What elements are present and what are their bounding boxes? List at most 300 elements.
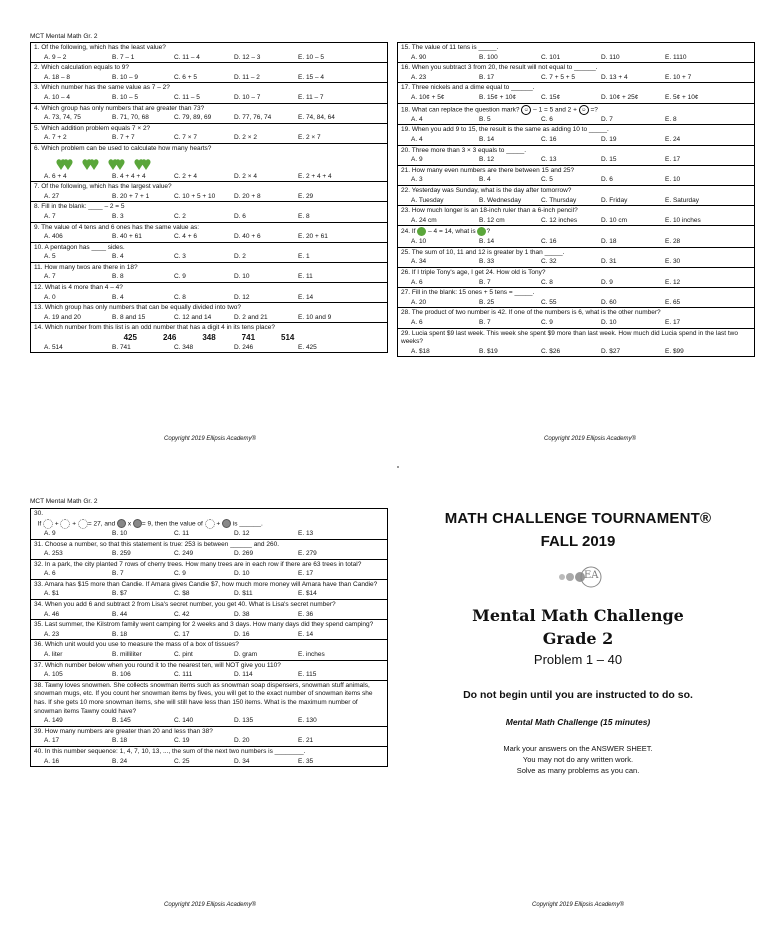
answer-option: C. pint xyxy=(174,651,193,659)
instruction-line: Solve as many problems as you can. xyxy=(516,766,640,775)
answer-options xyxy=(401,319,751,328)
answer-option: A. $18 xyxy=(411,347,430,355)
copyright-footer: Copyright 2019 Ellipsis Academy® xyxy=(164,436,256,442)
number-list-item: 425 xyxy=(123,333,137,343)
question-row xyxy=(31,143,388,181)
question-text: 7. Of the following, which has the largest value? xyxy=(34,183,172,191)
answer-option: A. 514 xyxy=(44,343,63,351)
question-row xyxy=(398,247,755,267)
answer-option: B. 100 xyxy=(479,53,498,61)
question-text: 18. What can replace the question mark? ☺ – 1 = 5 and 2 + ☺ =? xyxy=(401,106,598,114)
answer-option: E. 14 xyxy=(298,630,314,638)
answer-options xyxy=(34,717,384,726)
number-list-item: 348 xyxy=(202,333,216,343)
ellipsis-academy-logo xyxy=(548,562,608,592)
question-text: 5. Which addition problem equals 7 × 2? xyxy=(34,124,151,132)
question-row xyxy=(398,145,755,165)
answer-options xyxy=(401,54,751,63)
number-list-item: 741 xyxy=(241,333,256,343)
answer-option: E. 36 xyxy=(298,610,314,618)
instruction-line: You may not do any written work. xyxy=(522,755,634,764)
answer-option: E. 24 xyxy=(665,136,681,144)
answer-option: E. 115 xyxy=(298,671,317,679)
answer-options xyxy=(401,176,751,185)
question-row xyxy=(31,660,388,680)
answer-option: D. 20 + 8 xyxy=(234,192,261,200)
answer-option: D. 19 xyxy=(601,136,617,144)
answer-option: E. 10 xyxy=(665,176,681,184)
answer-options xyxy=(34,344,384,353)
flower-icon xyxy=(43,519,53,529)
answer-options xyxy=(401,74,751,83)
answer-option: D. 60 xyxy=(601,298,617,306)
answer-options xyxy=(401,197,751,206)
answer-options xyxy=(34,570,384,579)
answer-options xyxy=(401,279,751,288)
answer-option: C. 79, 89, 69 xyxy=(174,114,212,122)
answer-option: B. 15¢ + 10¢ xyxy=(479,93,517,101)
question-text: 2. Which calculation equals to 9? xyxy=(34,64,130,72)
question-text: 30. If + + = 27, and x = 9, then the value of + is ______. xyxy=(34,510,263,528)
answer-option: E. 21 xyxy=(298,737,314,745)
answer-option: A. 6 xyxy=(44,570,56,578)
answer-options xyxy=(34,54,384,63)
answer-option: D. 2 xyxy=(234,253,246,261)
answer-option: D. 31 xyxy=(601,258,617,266)
answer-option: D. 16 xyxy=(234,630,250,638)
page-header: MCT Mental Math Gr. 2 xyxy=(30,498,98,505)
answer-option: E. Saturday xyxy=(665,196,699,204)
question-text: 8. Fill in the blank: ____ – 2 = 5 xyxy=(34,203,125,211)
answer-option: A. 10 xyxy=(411,238,427,246)
answer-option: D. 10¢ + 25¢ xyxy=(601,93,639,101)
answer-option: C. 42 xyxy=(174,610,190,618)
answer-option: C. 12 inches xyxy=(541,216,578,224)
answer-option: D. 10 xyxy=(601,318,617,326)
answer-option: C. 16 xyxy=(541,136,557,144)
answer-option: B. 40 + 61 xyxy=(112,233,142,241)
answer-option: E. 14 xyxy=(298,293,314,301)
answer-options xyxy=(34,651,384,660)
question-text: 3. Which number has the same value as 7 – 2? xyxy=(34,84,170,92)
logo-text: EA xyxy=(584,570,599,581)
answer-options xyxy=(401,258,751,267)
answer-option: B. milliliter xyxy=(112,651,142,659)
answer-option: A. $1 xyxy=(44,590,60,598)
answer-option: D. 18 xyxy=(601,238,617,246)
question-text: 32. In a park, the city planted 7 rows of cherry trees. How many trees are in each row if there are 63 trees in total? xyxy=(34,560,362,568)
answer-option: C. 7 + 5 + 5 xyxy=(541,73,575,81)
answer-option: B. 10 xyxy=(112,529,128,537)
answer-option: D. 40 + 6 xyxy=(234,233,261,241)
answer-options xyxy=(34,213,384,222)
answer-option: A. 16 xyxy=(44,757,60,765)
answer-options xyxy=(34,193,384,202)
answer-option: B. 4 xyxy=(112,253,124,261)
question-row xyxy=(31,123,388,143)
answer-option: A. 105 xyxy=(44,671,63,679)
answer-option: A. 34 xyxy=(411,258,427,266)
answer-option: D. gram xyxy=(234,651,258,659)
answer-option: C. $8 xyxy=(174,590,190,598)
question-text: 36. Which unit would you use to measure the mass of a box of tissues? xyxy=(34,641,239,649)
answer-option: E. 8 xyxy=(298,212,310,220)
answer-option: B. 25 xyxy=(479,298,495,306)
problem-range: Problem 1 – 40 xyxy=(533,652,623,667)
answer-option: C. 9 xyxy=(174,273,186,281)
answer-option: A. 73, 74, 75 xyxy=(44,114,81,122)
answer-option: B. 12 cm xyxy=(479,216,505,224)
answer-option: C. 6 xyxy=(541,115,553,123)
question-row xyxy=(31,579,388,599)
answer-option: C. Thursday xyxy=(541,196,577,204)
answer-option: D. 12 xyxy=(234,293,250,301)
answer-option: A. 6 xyxy=(411,318,423,326)
question-text: 29. Lucia spent $9 last week. This week she spent $9 more than last week. How much did Lucia spend in the last two weeks? xyxy=(401,329,738,346)
answer-option: B. 7 xyxy=(479,318,491,326)
answer-option: C. 5 xyxy=(541,176,553,184)
question-text: 10. A pentagon has ____ sides. xyxy=(34,243,125,251)
cover-page xyxy=(408,510,748,776)
answer-option: D. 2 × 2 xyxy=(234,134,257,142)
answer-options xyxy=(401,299,751,308)
answer-option: B. 10 – 5 xyxy=(112,93,139,101)
question-row xyxy=(31,680,388,726)
answer-option: A. 46 xyxy=(44,610,60,618)
answer-options xyxy=(401,94,751,103)
answer-option: E. 12 xyxy=(665,278,681,286)
answer-option: D. 10 – 7 xyxy=(234,93,261,101)
answer-option: C. 6 + 5 xyxy=(174,73,197,81)
question-text: 17. Three nickels and a dime equal to ______. xyxy=(401,84,535,92)
answer-option: A. 10¢ + 5¢ xyxy=(411,93,445,101)
season-title: FALL 2019 xyxy=(540,533,616,550)
answer-option: E. 11 xyxy=(298,273,313,281)
answer-option: A. 406 xyxy=(44,233,63,241)
answer-option: B. Wednesday xyxy=(479,196,522,204)
flower-icon xyxy=(78,519,88,529)
answer-options xyxy=(34,74,384,83)
answer-option: A. 17 xyxy=(44,737,60,745)
answer-option: D. 6 xyxy=(601,176,613,184)
answer-option: A. 6 + 4 xyxy=(44,172,67,180)
instruction-line: Mark your answers on the ANSWER SHEET. xyxy=(503,744,653,753)
answer-option: A. 149 xyxy=(44,717,63,725)
question-text: 21. How many even numbers are there between 15 and 25? xyxy=(401,166,575,174)
question-row xyxy=(31,83,388,103)
answer-option: C. 13 xyxy=(541,156,557,164)
answer-options xyxy=(401,217,751,226)
answer-option: B. 259 xyxy=(112,550,131,558)
answer-option: C. 19 xyxy=(174,737,190,745)
answer-option: C. 2 + 4 xyxy=(174,172,197,180)
answer-option: D. 2 × 4 xyxy=(234,172,257,180)
answer-option: E. 130 xyxy=(298,717,317,725)
answer-option: C. 140 xyxy=(174,717,194,725)
answer-option: C. 16 xyxy=(541,238,557,246)
answer-option: A. 5 xyxy=(44,253,56,261)
answer-options xyxy=(34,550,384,559)
answer-option: E. 29 xyxy=(298,192,314,200)
answer-option: D. 269 xyxy=(234,550,254,558)
question-row xyxy=(31,539,388,559)
answer-option: E. 30 xyxy=(665,258,681,266)
answer-option: D. 7 xyxy=(601,115,613,123)
answer-option: E. 20 + 61 xyxy=(298,233,328,241)
question-text: 12. What is 4 more than 4 – 4? xyxy=(34,284,123,292)
green-shape-icon xyxy=(417,227,426,236)
answer-option: D. $11 xyxy=(234,590,253,598)
question-row xyxy=(31,726,388,746)
answer-options xyxy=(34,314,384,323)
answer-option: C. $26 xyxy=(541,347,561,355)
question-text: 22. Yesterday was Sunday, what is the day after tomorrow? xyxy=(401,187,572,195)
answer-option: A. 19 and 20 xyxy=(44,313,81,321)
question-text: 15. The value of 11 tens is _____. xyxy=(401,44,499,51)
answer-options xyxy=(401,136,751,145)
answer-option: E. 13 xyxy=(298,529,314,537)
answer-option: C. 11 xyxy=(174,529,190,537)
answer-option: E. 10 and 9 xyxy=(298,313,332,321)
answer-option: A. 20 xyxy=(411,298,427,306)
answer-option: B. 20 + 7 + 1 xyxy=(112,192,150,200)
answer-option: A. Tuesday xyxy=(411,196,444,204)
answer-option: E. 17 xyxy=(298,570,314,578)
answer-option: C. 7 × 7 xyxy=(174,134,197,142)
question-row xyxy=(398,165,755,185)
double-heart-icon xyxy=(82,157,100,171)
question-row xyxy=(398,226,755,247)
answer-option: A. 9 – 2 xyxy=(44,53,67,61)
question-text: 20. Three more than 3 × 3 equals to _____. xyxy=(401,146,527,154)
answer-option: A. 24 cm xyxy=(411,216,437,224)
answer-option: E. $14 xyxy=(298,590,317,598)
answer-options xyxy=(34,233,384,242)
answer-option: A. 6 xyxy=(411,278,423,286)
question-row xyxy=(398,83,755,103)
answer-option: D. 2 and 21 xyxy=(234,313,268,321)
answer-option: C. 2 xyxy=(174,212,186,220)
answer-option: C. 55 xyxy=(541,298,557,306)
answer-option: B. 7 + 7 xyxy=(112,134,135,142)
answer-option: B. 12 xyxy=(479,156,495,164)
answer-options xyxy=(34,611,384,620)
hearts-picture xyxy=(34,157,384,171)
smiley-face-icon: ☺ xyxy=(579,105,589,115)
answer-option: A. liter xyxy=(44,651,63,659)
answer-option: A. 90 xyxy=(411,53,427,61)
separator-mark xyxy=(397,466,399,468)
question-text: 39. How many numbers are greater than 20 and less than 38? xyxy=(34,727,213,735)
answer-option: A. 23 xyxy=(44,630,60,638)
answer-option: D. 10 cm xyxy=(601,216,628,224)
question-text: 19. When you add 9 to 15, the result is the same as adding 10 to _____. xyxy=(401,126,609,134)
question-row xyxy=(398,63,755,83)
tournament-title: MATH CHALLENGE TOURNAMENT® xyxy=(444,510,712,527)
answer-option: A. 7 xyxy=(44,273,56,281)
answer-option: C. 12 and 14 xyxy=(174,313,212,321)
answer-option: C. 8 xyxy=(541,278,553,286)
question-table-30-40 xyxy=(30,508,388,767)
answer-options xyxy=(34,114,384,123)
answer-options xyxy=(34,294,384,303)
answer-option: C. 9 xyxy=(541,318,553,326)
answer-option: A. 0 xyxy=(44,293,56,301)
answer-option: B. 106 xyxy=(112,671,131,679)
flower-icon xyxy=(60,519,70,529)
answer-options xyxy=(401,348,751,357)
question-text: 9. The value of 4 tens and 6 ones has the same value as: xyxy=(34,223,200,231)
question-row xyxy=(398,125,755,145)
double-heart-icon xyxy=(134,157,152,171)
answer-option: D. 11 – 2 xyxy=(234,73,260,81)
answer-option: D. 9 xyxy=(601,278,613,286)
question-text: 13. Which group has only numbers that can be equally divided into two? xyxy=(34,304,242,312)
answer-option: E. 74, 84, 64 xyxy=(298,114,335,122)
answer-option: D. $27 xyxy=(601,347,621,355)
flower-icon xyxy=(205,519,215,529)
answer-option: B. 7 – 1 xyxy=(112,53,135,61)
answer-option: E. 10 – 5 xyxy=(298,53,325,61)
double-heart-icon xyxy=(56,157,74,171)
answer-option: B. 4 xyxy=(112,293,124,301)
answer-option: D. 114 xyxy=(234,671,253,679)
question-row xyxy=(31,640,388,660)
answer-option: B. 44 xyxy=(112,610,128,618)
answer-option: B. 7 xyxy=(112,570,124,578)
question-text: 28. The product of two number is 42. If one of the numbers is 6, what is the other number? xyxy=(401,309,661,317)
question-row xyxy=(398,268,755,288)
answer-option: B. 71, 70, 68 xyxy=(112,114,149,122)
answer-option: C. 3 xyxy=(174,253,186,261)
question-text: 31. Choose a number, so that this statement is true: 253 is between ______ and 260. xyxy=(34,540,279,548)
answer-option: B. 17 xyxy=(479,73,495,81)
answer-option: B. 145 xyxy=(112,717,131,725)
page-header: MCT Mental Math Gr. 2 xyxy=(30,33,98,40)
question-text: 34. When you add 6 and subtract 2 from Lisa's secret number, you get 40. What is Lisa's secret number? xyxy=(34,601,336,609)
answer-option: A. 18 – 8 xyxy=(44,73,71,81)
answer-option: B. 14 xyxy=(479,238,495,246)
answer-option: E. 10 + 7 xyxy=(665,73,692,81)
answer-options xyxy=(34,671,384,680)
answer-option: C. 11 – 4 xyxy=(174,53,200,61)
answer-option: D. 15 xyxy=(601,156,617,164)
answer-option: B. 4 xyxy=(479,176,491,184)
answer-option: D. 135 xyxy=(234,717,254,725)
question-row xyxy=(31,323,388,353)
answer-option: C. 10 + 5 + 10 xyxy=(174,192,216,200)
double-heart-icon xyxy=(108,157,126,171)
question-row xyxy=(31,262,388,282)
answer-option: B. 8 and 15 xyxy=(112,313,146,321)
question-row xyxy=(398,103,755,125)
answer-option: C. 101 xyxy=(541,53,561,61)
answer-option: C. 111 xyxy=(174,671,193,679)
answer-option: C. 15¢ xyxy=(541,93,561,101)
number-list xyxy=(34,334,384,343)
question-text: 24. If – 4 = 14, what is ? xyxy=(401,228,491,236)
answer-option: A. 4 xyxy=(411,115,423,123)
question-text: 6. Which problem can be used to calculate how many hearts? xyxy=(34,144,212,152)
answer-options xyxy=(401,116,751,125)
answer-option: B. 741 xyxy=(112,343,131,351)
question-row xyxy=(398,328,755,357)
answer-option: B. 14 xyxy=(479,136,495,144)
answer-option: D. 10 xyxy=(234,570,250,578)
answer-option: C. 348 xyxy=(174,343,194,351)
answer-option: D. 246 xyxy=(234,343,254,351)
answer-options xyxy=(34,173,384,182)
question-row xyxy=(31,63,388,83)
answer-option: B. 7 xyxy=(479,278,491,286)
answer-option: E. $99 xyxy=(665,347,684,355)
question-row xyxy=(398,186,755,206)
answer-option: A. 7 + 2 xyxy=(44,134,67,142)
question-row xyxy=(398,43,755,63)
question-row xyxy=(31,43,388,63)
answer-options xyxy=(34,631,384,640)
timing-note: Mental Math Challenge (15 minutes) xyxy=(505,717,651,727)
answer-options xyxy=(34,590,384,599)
answer-options xyxy=(34,737,384,746)
answer-option: C. 249 xyxy=(174,550,194,558)
grade-title: Grade 2 xyxy=(542,629,614,648)
answer-option: C. 8 xyxy=(174,293,186,301)
answer-option: D. 34 xyxy=(234,757,250,765)
question-text: 1. Of the following, which has the least value? xyxy=(34,44,166,51)
answer-option: D. 12 xyxy=(234,529,250,537)
answer-option: E. 425 xyxy=(298,343,317,351)
question-row xyxy=(398,206,755,226)
answer-option: B. 10 – 9 xyxy=(112,73,139,81)
question-text: 23. How much longer is an 18-inch ruler than a 6-inch pencil? xyxy=(401,207,578,215)
answer-option: E. 10 inches xyxy=(665,216,701,224)
question-text: 27. Fill in the blank: 15 ones + 5 tens = _____. xyxy=(401,289,535,297)
answer-option: B. 18 xyxy=(112,737,128,745)
question-text: 14. Which number from this list is an odd number that has a digit 4 in its tens place? xyxy=(34,324,275,332)
answer-option: E. inches xyxy=(298,651,325,659)
question-text: 37. Which number below when you round it to the nearest ten, will NOT give you 110? xyxy=(34,661,281,669)
answer-options xyxy=(34,94,384,103)
answer-options xyxy=(34,758,384,767)
question-row xyxy=(31,620,388,640)
answer-options xyxy=(34,273,384,282)
smiley-face-icon: ☺ xyxy=(521,105,531,115)
answer-option: A. 253 xyxy=(44,550,63,558)
instructions xyxy=(408,743,748,776)
subject-title: Mental Math Challenge xyxy=(472,606,684,625)
answer-option: E. 17 xyxy=(665,156,681,164)
answer-option: C. 4 + 6 xyxy=(174,233,197,241)
question-row xyxy=(31,222,388,242)
question-text: 38. Tawny loves snowmen. She collects snowman items such as snowman soap dispensers, snowman stuff animals, snowman mugs, etc. If you count her snowman items by fives, you will get to the exact number of snowman items she has. If she gets 10 more snowman items, she will still have less than 150 items. What is the maximum number of snowman items Tawny could have? xyxy=(34,681,373,715)
begin-warning: Do not begin until you are instructed to do so. xyxy=(463,689,693,701)
answer-option: A. 23 xyxy=(411,73,427,81)
question-row xyxy=(398,308,755,328)
question-text: 16. When you subtract 3 from 20, the result will not equal to ______. xyxy=(401,64,598,72)
answer-option: D. 77, 76, 74 xyxy=(234,114,272,122)
answer-option: E. 279 xyxy=(298,550,317,558)
answer-option: A. 4 xyxy=(411,136,423,144)
answer-option: E. 8 xyxy=(665,115,677,123)
answer-option: B. 4 + 4 + 4 xyxy=(112,172,146,180)
answer-option: B. 24 xyxy=(112,757,128,765)
answer-option: B. 18 xyxy=(112,630,128,638)
number-list-item: 514 xyxy=(281,333,295,343)
answer-option: E. 5¢ + 10¢ xyxy=(665,93,699,101)
answer-option: D. 38 xyxy=(234,610,250,618)
answer-options xyxy=(34,134,384,143)
